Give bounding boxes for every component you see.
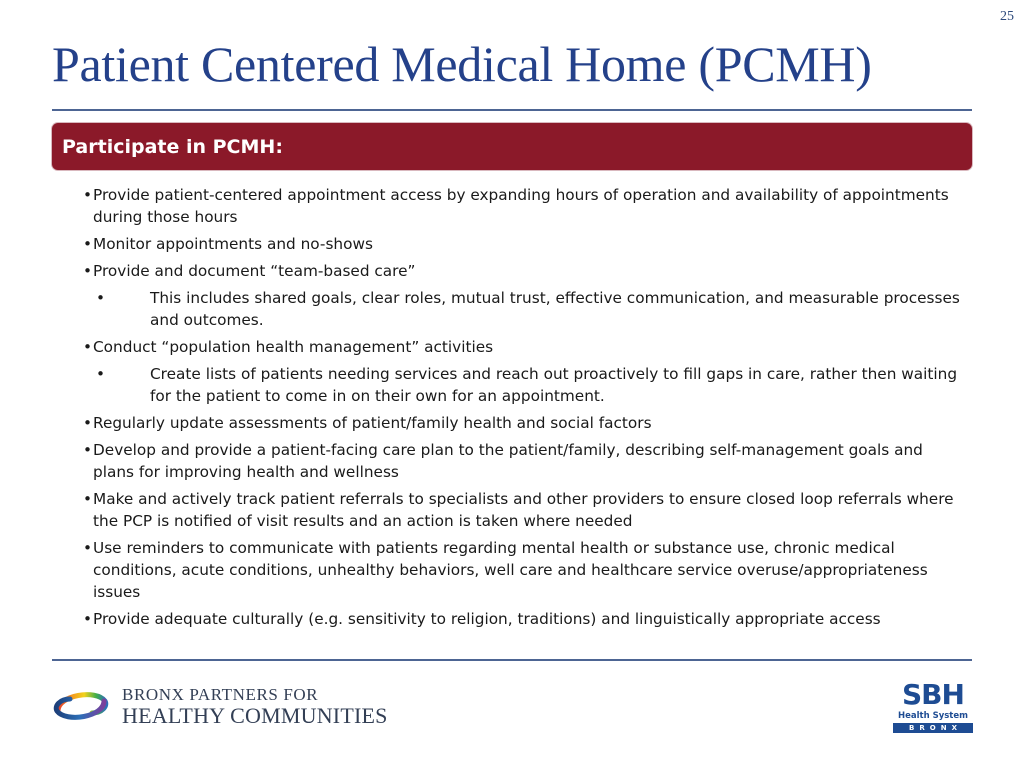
bronx-partners-line1: BRONX PARTNERS FOR [122,685,319,704]
bronx-partners-line2: HEALTHY COMMUNITIES [122,703,388,728]
title-divider [52,109,972,111]
bullet-item: • Provide patient-centered appointment access by expanding hours of operation and availability of appointments during those hours [80,184,960,228]
sbh-health-system-logo [893,678,973,733]
sbh-location-bar: BRONX [893,723,973,733]
section-banner-label: Participate in PCMH: [62,135,283,158]
page-number: 25 [1000,9,1014,24]
sbh-subtitle: Health System [897,711,968,721]
bullet-item: • Develop and provide a patient-facing care plan to the patient/family, describing self-management goals and plans for improving health and wellness [80,439,960,483]
bullet-item: • Monitor appointments and no-shows [80,233,960,255]
sbh-wordmark: SBH [902,678,964,711]
bullet-item: • Regularly update assessments of patient/family health and social factors [80,412,960,434]
bullet-item: • Make and actively track patient referrals to specialists and other providers to ensure closed loop referrals where the PCP is notified of visit results and an action is taken where needed [80,488,960,532]
sub-bullet-item: • This includes shared goals, clear roles, mutual trust, effective communication, and measurable processes and outcomes. [80,287,960,331]
section-banner [52,123,972,170]
footer-divider [52,659,972,661]
rainbow-swirl-icon [52,686,110,726]
slide-title: Patient Centered Medical Home (PCMH) [52,36,872,92]
bullet-list [80,184,960,630]
bullet-item: • Conduct “population health management” activities [80,336,960,358]
bronx-partners-wordmark [122,685,388,727]
sub-bullet-item: • Create lists of patients needing services and reach out proactively to fill gaps in care, rather then waiting for the patient to come in on their own for an appointment. [80,363,960,407]
bronx-partners-logo [52,685,388,727]
bullet-item: • Provide and document “team-based care” [80,260,960,282]
bullet-item: • Provide adequate culturally (e.g. sensitivity to religion, traditions) and linguistically appropriate access [80,608,960,630]
bullet-item: • Use reminders to communicate with patients regarding mental health or substance use, chronic medical conditions, acute conditions, unhealthy behaviors, well care and healthcare service overuse/appropriateness issues [80,537,960,603]
